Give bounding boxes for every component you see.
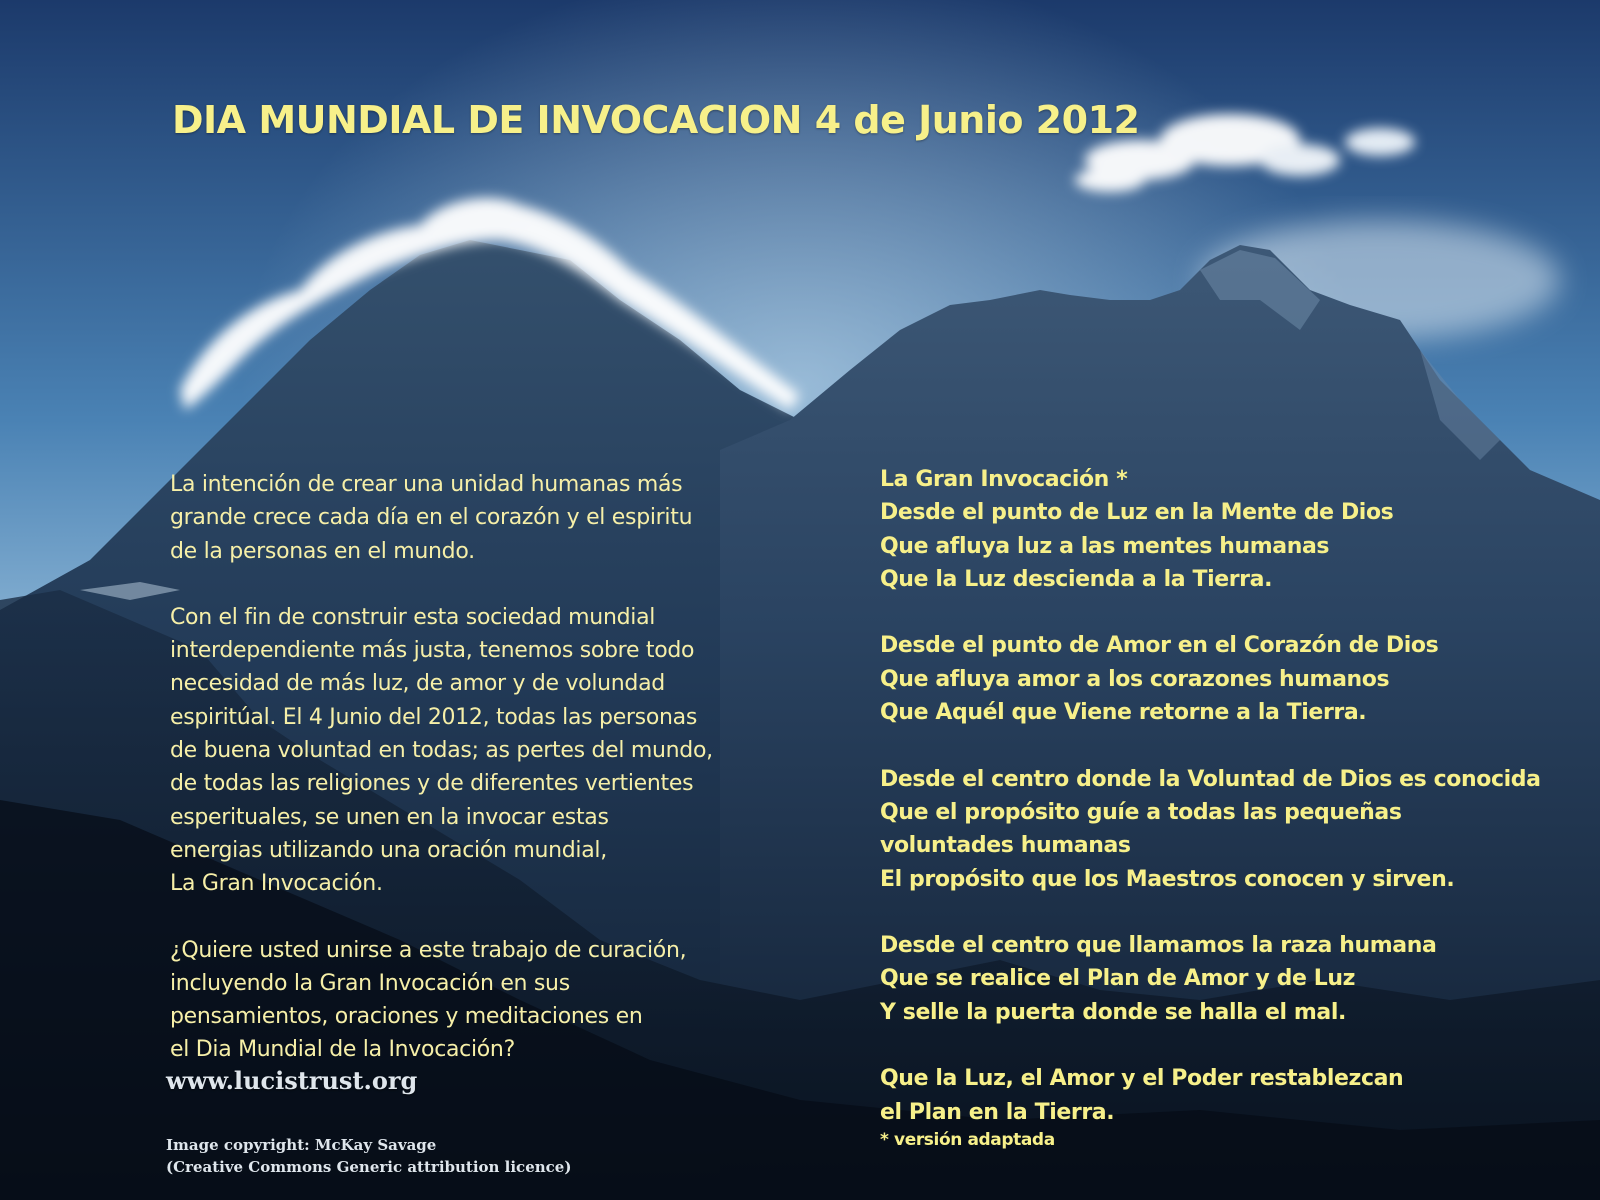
intro-paragraph xyxy=(170,934,780,1067)
text-line: el Dia Mundial de la Invocación? xyxy=(170,1037,515,1063)
verse-line: Desde el punto de Amor en el Corazón de Dios xyxy=(880,633,1439,659)
invocation-stanza xyxy=(880,929,1580,1029)
adapted-version-note: * versión adaptada xyxy=(880,1129,1055,1150)
invocation-stanza xyxy=(880,763,1580,896)
verse-line: El propósito que los Maestros conocen y sirven. xyxy=(880,866,1455,892)
copyright-line: Image copyright: McKay Savage xyxy=(166,1136,437,1154)
verse-line: Que el propósito guíe a todas las pequeñas xyxy=(880,799,1402,825)
verse-line: Desde el centro que llamamos la raza humana xyxy=(880,933,1437,959)
text-line: esperituales, se unen en la invocar estas xyxy=(170,804,609,830)
verse-line: Y selle la puerta donde se halla el mal. xyxy=(880,999,1346,1025)
text-line: incluyendo la Gran Invocación en sus xyxy=(170,970,570,996)
verse-line: Que la Luz descienda a la Tierra. xyxy=(880,566,1273,592)
image-copyright xyxy=(166,1134,571,1178)
verse-line: el Plan en la Tierra. xyxy=(880,1099,1115,1125)
verse-line: Que la Luz, el Amor y el Poder restablezcan xyxy=(880,1066,1404,1092)
verse-line: Desde el punto de Luz en la Mente de Dios xyxy=(880,500,1394,526)
great-invocation xyxy=(880,463,1580,1151)
text-line: La intención de crear una unidad humanas más xyxy=(170,472,683,497)
text-line: necesidad de más luz, de amor y de volundad xyxy=(170,671,665,697)
verse-line: Que Aquél que Viene retorne a la Tierra. xyxy=(880,700,1367,726)
verse-line: Desde el centro donde la Voluntad de Dios es conocida xyxy=(880,766,1541,792)
text-line: interdependiente más justa, tenemos sobre todo xyxy=(170,638,695,664)
poster-title: DIA MUNDIAL DE INVOCACION 4 de Junio 2012 xyxy=(172,98,1140,142)
text-line: de buena voluntad en todas; as pertes del mundo, xyxy=(170,738,713,764)
invocation-stanza xyxy=(880,629,1580,729)
copyright-licence: (Creative Commons Generic attribution licence) xyxy=(166,1158,572,1176)
text-line: de todas las religiones y de diferentes vertientes xyxy=(170,771,694,797)
verse-line: voluntades humanas xyxy=(880,833,1131,859)
invocation-heading: La Gran Invocación * xyxy=(880,467,1128,492)
intro-paragraph xyxy=(170,601,780,901)
verse-line: Que afluya luz a las mentes humanas xyxy=(880,533,1330,559)
text-line: ¿Quiere usted unirse a este trabajo de curación, xyxy=(170,937,687,963)
intro-text xyxy=(170,468,780,1100)
intro-paragraph xyxy=(170,468,780,568)
text-line: Con el fin de construir esta sociedad mundial xyxy=(170,604,656,630)
text-line: de la personas en el mundo. xyxy=(170,538,475,564)
text-line: energias utilizando una oración mundial, xyxy=(170,837,607,863)
text-line: grande crece cada día en el corazón y el espiritu xyxy=(170,505,693,531)
invocation-stanza xyxy=(880,496,1580,596)
verse-line: Que afluya amor a los corazones humanos xyxy=(880,666,1390,692)
text-line: La Gran Invocación. xyxy=(170,871,383,897)
website-url: www.lucistrust.org xyxy=(166,1066,418,1095)
verse-line: Que se realice el Plan de Amor y de Luz xyxy=(880,966,1356,992)
text-line: pensamientos, oraciones y meditaciones en xyxy=(170,1004,643,1030)
invocation-stanza xyxy=(880,1062,1580,1129)
text-line: espiritúal. El 4 Junio del 2012, todas las personas xyxy=(170,704,697,730)
